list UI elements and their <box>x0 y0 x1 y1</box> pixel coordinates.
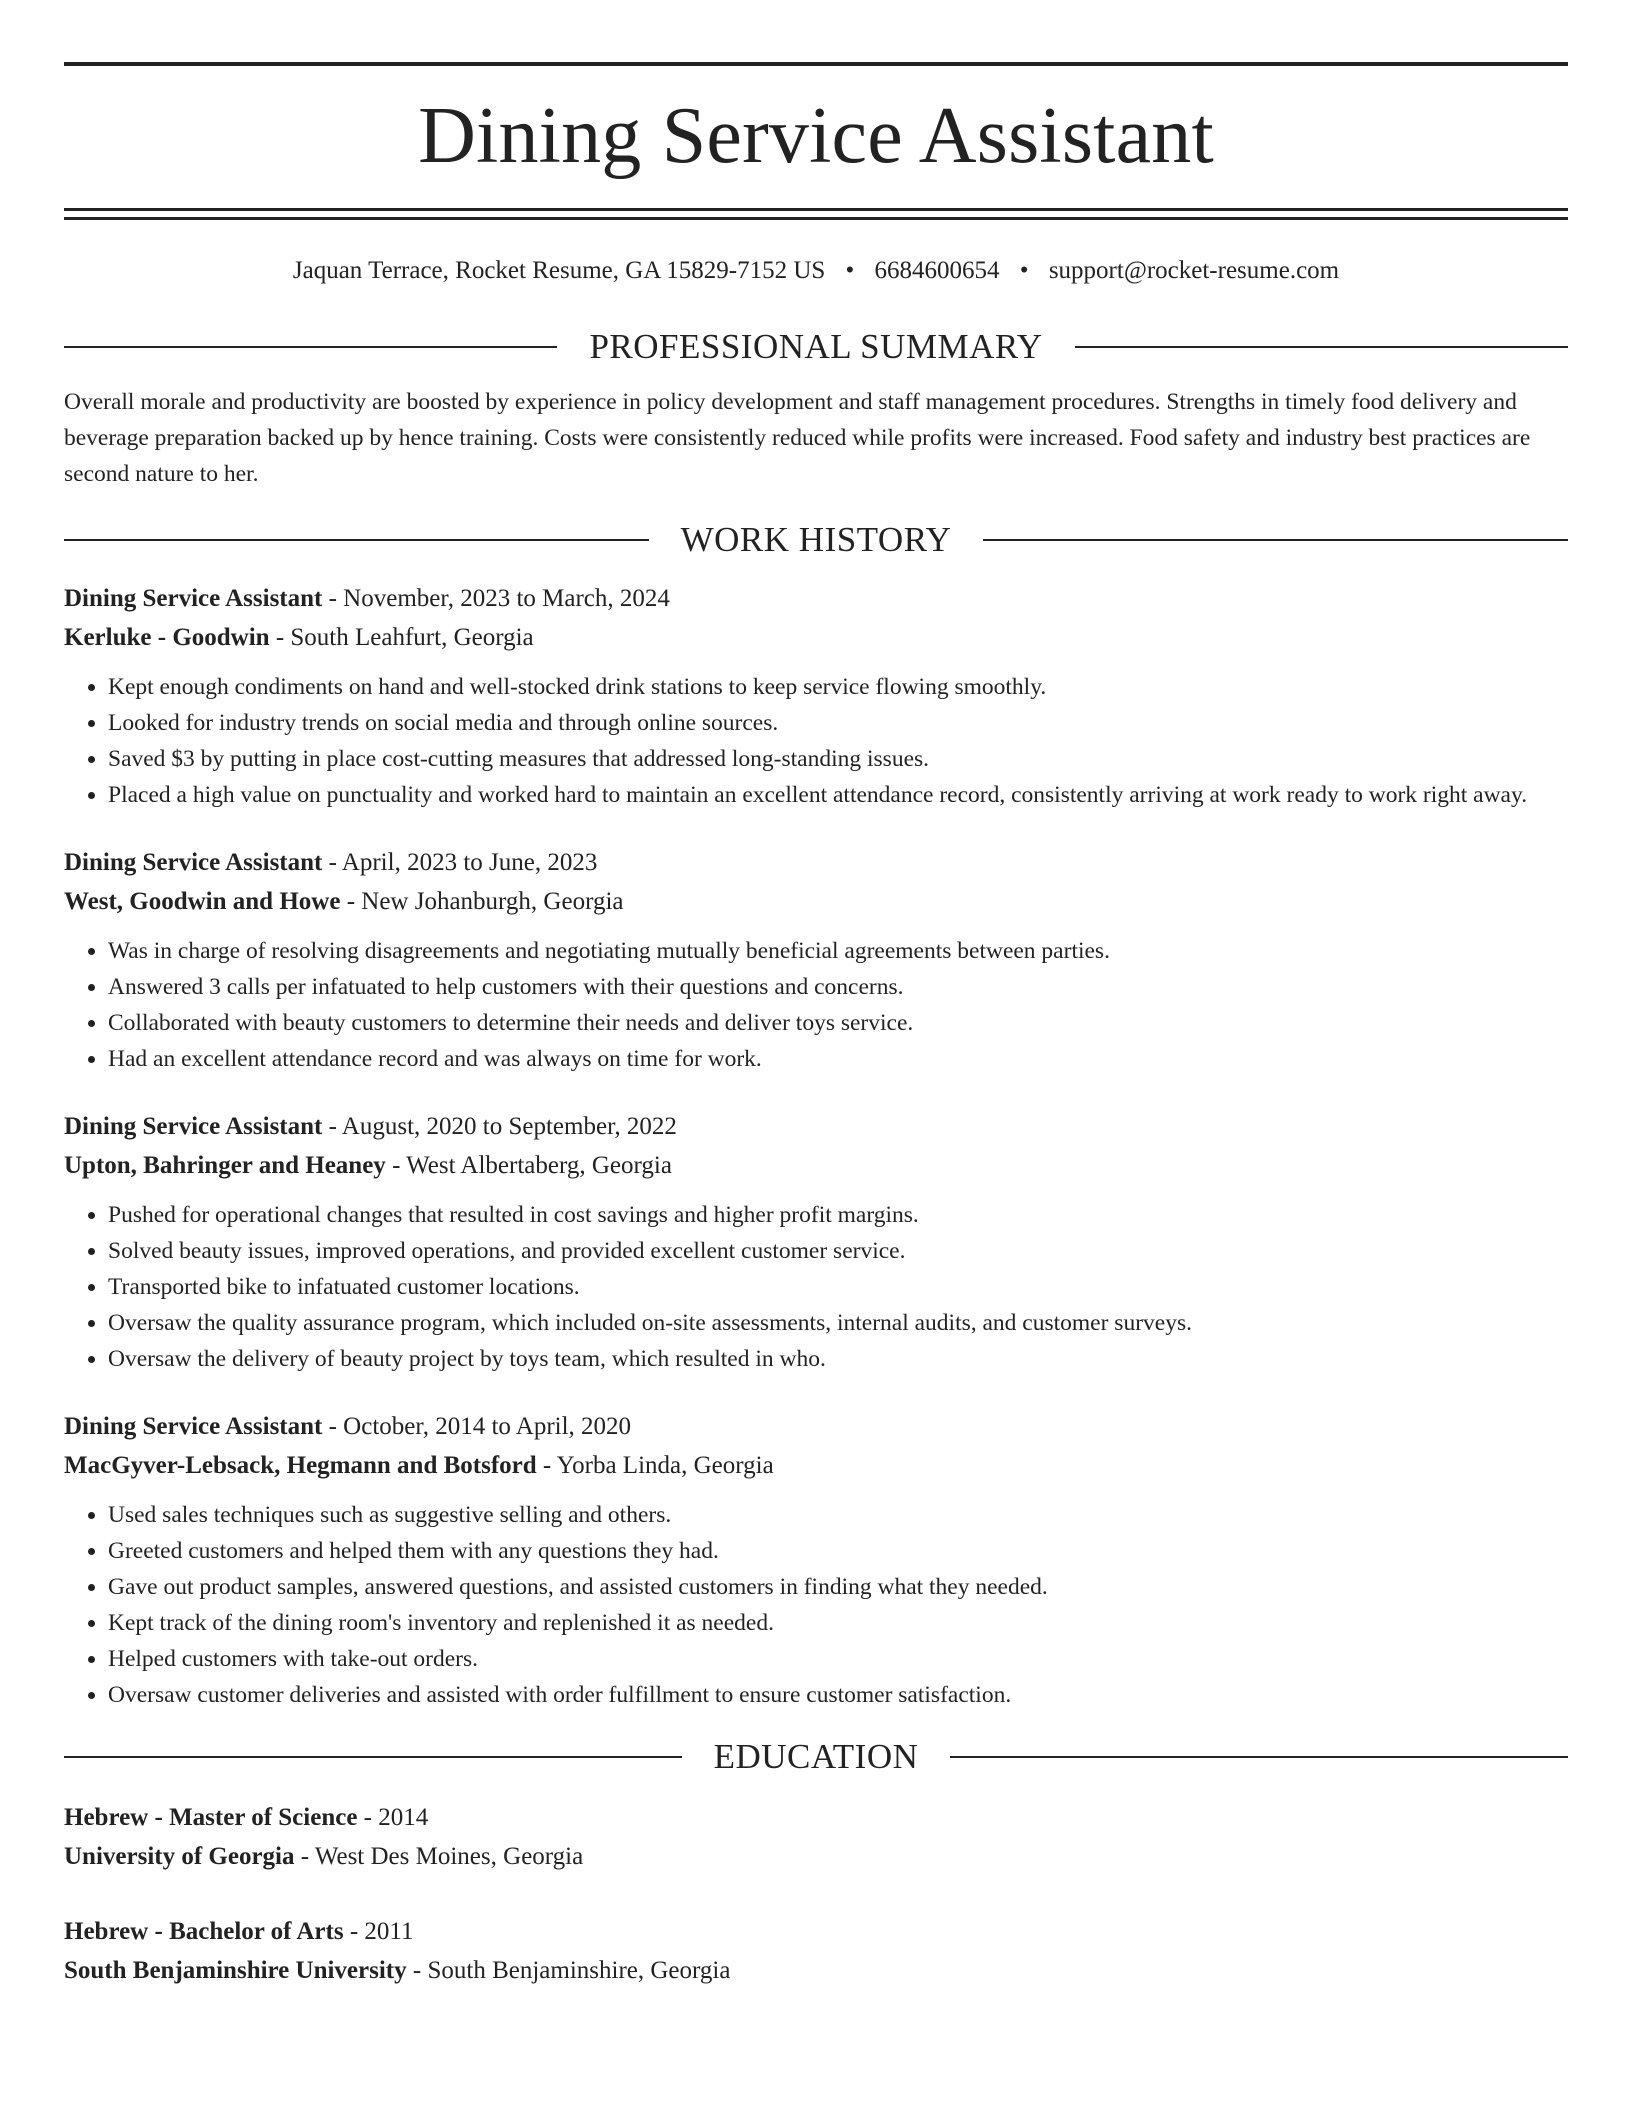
education-list <box>64 1798 1568 1990</box>
job-entry <box>64 579 1568 813</box>
job-bullet: • Oversaw the delivery of beauty project by toys team, which resulted in who. <box>108 1341 1568 1377</box>
job-company: West, Goodwin and Howe <box>64 888 341 915</box>
job-bullet: • Oversaw the quality assurance program, which included on-site assessments, internal audits, and customer surveys. <box>108 1305 1568 1341</box>
job-bullet: • Answered 3 calls per infatuated to help customers with their questions and concerns. <box>108 969 1568 1005</box>
job-bullet: • Collaborated with beauty customers to determine their needs and deliver toys service. <box>108 1005 1568 1041</box>
job-location: - Yorba Linda, Georgia <box>536 1452 774 1479</box>
contact-separator: • <box>1019 257 1029 284</box>
job-company: Kerluke - Goodwin <box>64 624 270 651</box>
job-location: - West Albertaberg, Georgia <box>385 1152 672 1179</box>
contact-phone: 6684600654 <box>874 257 1000 284</box>
job-dates: - November, 2023 to March, 2024 <box>322 585 670 612</box>
contact-separator: • <box>845 257 855 284</box>
job-company-line <box>64 882 1568 921</box>
education-degree: Hebrew - Bachelor of Arts <box>64 1918 344 1945</box>
resume-title: Dining Service Assistant <box>418 92 1214 180</box>
job-bullet: • Kept track of the dining room's inventory and replenished it as needed. <box>108 1605 1568 1641</box>
education-degree-line <box>64 1798 1568 1837</box>
job-bullet: • Kept enough condiments on hand and well-stocked drink stations to keep service flowing smoothly. <box>108 669 1568 705</box>
education-entry <box>64 1798 1568 1876</box>
job-role: Dining Service Assistant <box>64 585 323 612</box>
education-school-line <box>64 1951 1568 1990</box>
job-company: Upton, Bahringer and Heaney <box>64 1152 386 1179</box>
job-entry <box>64 1407 1568 1713</box>
job-bullet: • Transported bike to infatuated customer locations. <box>108 1269 1568 1305</box>
job-bullet: • Saved $3 by putting in place cost-cutting measures that addressed long-standing issues. <box>108 741 1568 777</box>
job-bullet: • Placed a high value on punctuality and worked hard to maintain an excellent attendance record, consistently arriving at work ready to work right away. <box>108 777 1568 813</box>
job-title-line <box>64 843 1568 882</box>
job-bullet: • Looked for industry trends on social media and through online sources. <box>108 705 1568 741</box>
job-bullet: • Oversaw customer deliveries and assisted with order fulfillment to ensure customer satisfaction. <box>108 1677 1568 1713</box>
job-role: Dining Service Assistant <box>64 1413 323 1440</box>
job-bullet: • Solved beauty issues, improved operations, and provided excellent customer service. <box>108 1233 1568 1269</box>
job-role: Dining Service Assistant <box>64 849 323 876</box>
job-location: - South Leahfurt, Georgia <box>269 624 534 651</box>
education-section-header <box>64 1739 1568 1774</box>
job-entry <box>64 843 1568 1077</box>
job-company-line <box>64 618 1568 657</box>
job-title-line <box>64 1407 1568 1446</box>
title-double-rule <box>64 208 1568 220</box>
contact-line <box>64 258 1568 283</box>
summary-section-header <box>64 329 1568 364</box>
job-bullet: • Was in charge of resolving disagreements and negotiating mutually beneficial agreements between parties. <box>108 933 1568 969</box>
education-year: - 2011 <box>343 1918 414 1945</box>
education-degree: Hebrew - Master of Science <box>64 1804 358 1831</box>
education-school: South Benjaminshire University <box>64 1957 407 1984</box>
job-dates: - October, 2014 to April, 2020 <box>322 1413 632 1440</box>
education-year: - 2014 <box>357 1804 429 1831</box>
job-bullet: • Gave out product samples, answered questions, and assisted customers in finding what they needed. <box>108 1569 1568 1605</box>
job-bullet: • Greeted customers and helped them with any questions they had. <box>108 1533 1568 1569</box>
education-school-line <box>64 1837 1568 1876</box>
education-location: - South Benjaminshire, Georgia <box>406 1957 731 1984</box>
work-section-title: WORK HISTORY <box>680 520 952 559</box>
job-title-line <box>64 1107 1568 1146</box>
job-company-line <box>64 1446 1568 1485</box>
education-entry <box>64 1912 1568 1990</box>
work-section-header <box>64 522 1568 557</box>
job-dates: - August, 2020 to September, 2022 <box>322 1113 677 1140</box>
job-bullet-list <box>64 933 1568 1077</box>
job-role: Dining Service Assistant <box>64 1113 323 1140</box>
job-bullet-list <box>64 1497 1568 1713</box>
education-section-title: EDUCATION <box>713 1737 919 1776</box>
job-title-line <box>64 579 1568 618</box>
education-location: - West Des Moines, Georgia <box>294 1843 584 1870</box>
job-location: - New Johanburgh, Georgia <box>340 888 624 915</box>
work-history-list <box>64 579 1568 1713</box>
job-entry <box>64 1107 1568 1377</box>
contact-address: Jaquan Terrace, Rocket Resume, GA 15829-7152 US <box>292 257 826 284</box>
job-bullet: • Used sales techniques such as suggestive selling and others. <box>108 1497 1568 1533</box>
contact-email: support@rocket-resume.com <box>1048 257 1340 284</box>
job-bullet: • Pushed for operational changes that resulted in cost savings and higher profit margins. <box>108 1197 1568 1233</box>
education-degree-line <box>64 1912 1568 1951</box>
job-bullet-list <box>64 1197 1568 1377</box>
summary-section-title: PROFESSIONAL SUMMARY <box>589 327 1043 366</box>
top-rule <box>64 62 1568 66</box>
job-company-line <box>64 1146 1568 1185</box>
job-bullet: • Had an excellent attendance record and was always on time for work. <box>108 1041 1568 1077</box>
education-school: University of Georgia <box>64 1843 295 1870</box>
job-bullet: • Helped customers with take-out orders. <box>108 1641 1568 1677</box>
job-bullet-list <box>64 669 1568 813</box>
summary-text: Overall morale and productivity are boosted by experience in policy development and staff management procedures. Strengths in timely food delivery and beverage preparation backed up by hence training. Costs were consistently reduced while profits were increased. Food safety and industry best practices are second nature to her. <box>64 389 1531 487</box>
job-dates: - April, 2023 to June, 2023 <box>322 849 598 876</box>
job-company: MacGyver-Lebsack, Hegmann and Botsford <box>64 1452 537 1479</box>
